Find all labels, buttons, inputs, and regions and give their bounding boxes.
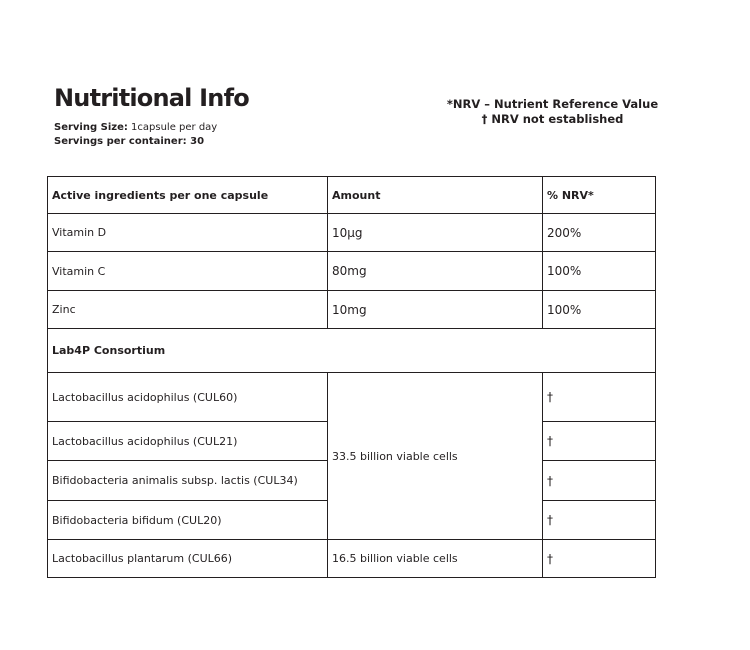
ingredient-name: Lactobacillus acidophilus (CUL60)	[48, 373, 328, 422]
ingredient-nrv: †	[543, 540, 656, 578]
ingredient-nrv: †	[543, 422, 656, 461]
ingredient-nrv: 100%	[543, 252, 656, 291]
servings-per-container-label: Servings per container:	[54, 136, 187, 147]
serving-info	[54, 121, 217, 149]
ingredient-name: Bifidobacteria animalis subsp. lactis (CUL34)	[48, 461, 328, 501]
ingredient-name: Lactobacillus plantarum (CUL66)	[48, 540, 328, 578]
column-header-ingredient: Active ingredients per one capsule	[48, 177, 328, 214]
ingredient-amount: 80mg	[328, 252, 543, 291]
nrv-notes	[440, 97, 665, 127]
probiotic-group-amount: 33.5 billion viable cells	[328, 373, 543, 540]
table-row	[48, 291, 656, 329]
section-label-lab4p: Lab4P Consortium	[48, 329, 656, 373]
section-row	[48, 329, 656, 373]
ingredient-nrv: †	[543, 501, 656, 540]
ingredient-nrv: †	[543, 461, 656, 501]
ingredient-amount: 16.5 billion viable cells	[328, 540, 543, 578]
ingredient-name: Zinc	[48, 291, 328, 329]
ingredient-nrv: †	[543, 373, 656, 422]
ingredient-nrv: 200%	[543, 214, 656, 252]
column-header-nrv: % NRV*	[543, 177, 656, 214]
ingredient-name: Lactobacillus acidophilus (CUL21)	[48, 422, 328, 461]
ingredient-nrv: 100%	[543, 291, 656, 329]
serving-size-line	[54, 121, 217, 135]
nrv-definition-note: *NRV – Nutrient Reference Value	[446, 97, 659, 111]
page-title: Nutritional Info	[54, 84, 249, 112]
table-row	[48, 252, 656, 291]
column-header-amount: Amount	[328, 177, 543, 214]
table-row	[48, 373, 656, 422]
table-row	[48, 540, 656, 578]
nutrition-table	[47, 176, 656, 578]
ingredient-name: Vitamin C	[48, 252, 328, 291]
ingredient-amount: 10µg	[328, 214, 543, 252]
serving-size-value: 1capsule per day	[131, 122, 218, 133]
ingredient-name: Bifidobacteria bifidum (CUL20)	[48, 501, 328, 540]
servings-per-container-line	[54, 135, 217, 149]
table-row	[48, 214, 656, 252]
table-header-row	[48, 177, 656, 214]
serving-size-label: Serving Size:	[54, 122, 128, 133]
nrv-dagger-note: † NRV not established	[481, 112, 624, 126]
ingredient-amount: 10mg	[328, 291, 543, 329]
ingredient-name: Vitamin D	[48, 214, 328, 252]
servings-per-container-value: 30	[190, 136, 205, 147]
